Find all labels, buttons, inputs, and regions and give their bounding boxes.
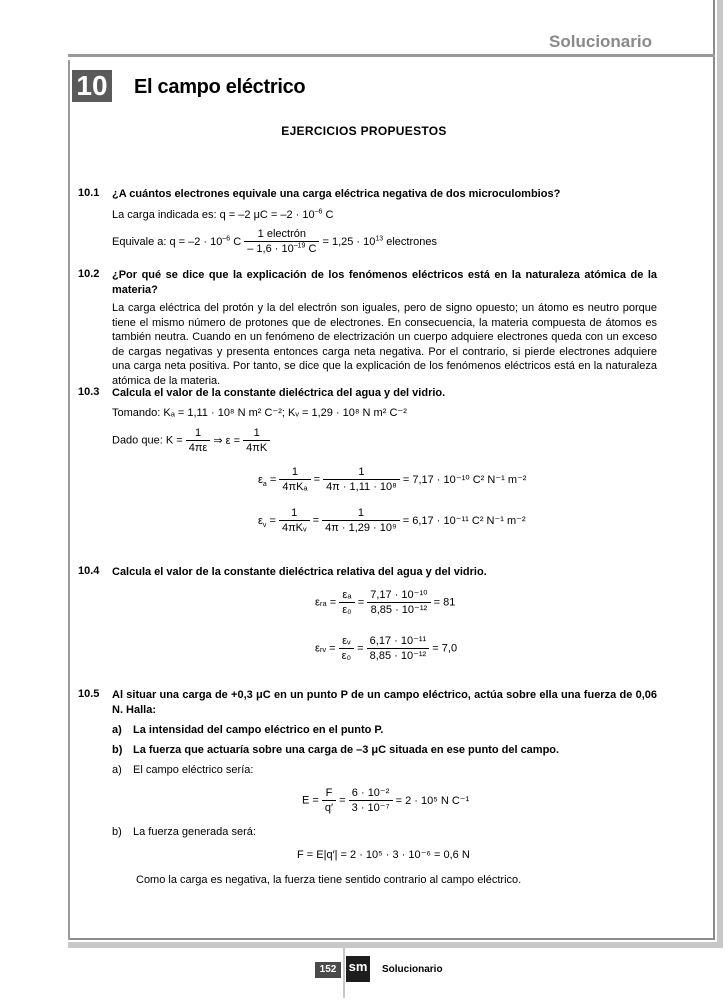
answer-b-label: b) bbox=[112, 826, 122, 838]
answer-a-label: a) bbox=[112, 764, 122, 776]
equivalence-equation: Equivale a: $q = -2 \cdot 10^{-6}$ C $\frac{\text{1 electrón}}{- 1,6 \cdot 10^{-19} C}$ = $1,25 \cdot 10^{13}$ electrones bbox=[112, 228, 437, 255]
note-text: Como la carga es negativa, la fuerza tiene sentido contrario al campo eléctrico. bbox=[136, 874, 522, 886]
header-rule bbox=[68, 54, 715, 57]
answer-a-text: El campo eléctrico sería: bbox=[133, 764, 254, 776]
field-equation: E = $\frac{F}{q'}$ = $\frac{\text{6 · 10⁻²}}{\text{3 · 10⁻⁷}}$ = 2 · 10⁵ N C⁻¹ bbox=[302, 787, 470, 814]
answer-text: La carga eléctrica del protón y la del electrón son iguales, pero de signo opuesto; un átomo es neutro porque tiene el mismo número de protones que de electrones. En consecuencia, la materia compuesta de átomos es también neutra. Cuando en un fenómeno de electrización un cuerpo adquiere electrones queda con un exceso de cargas negativas y presenta entonces carga neta negativa. Por el contrario, si pierde electrones adquiere una carga neta positiva. Por tanto, se dice que la explicación de los fenómenos eléctricos está en la naturaleza atómica de la materia. bbox=[112, 302, 657, 387]
force-equation: F = E|q′| = 2 · 10⁵ · 3 · 10⁻⁶ = 0,6 N bbox=[297, 849, 470, 861]
part-b-text: La fuerza que actuaría sobre una carga de –3 μC situada en ese punto del campo. bbox=[133, 744, 560, 756]
part-a-text: La intensidad del campo eléctrico en el punto P. bbox=[133, 724, 384, 736]
relative-glass-equation: εᵣᵥ = $\frac{\text{εᵥ}}{\text{ε₀}}$ = $\frac{\text{6,17 · 10⁻¹¹}}{\text{8,85 · 10⁻¹²}}$ = 7,0 bbox=[315, 635, 458, 662]
question-text: ¿A cuántos electrones equivale una carga eléctrica negativa de dos microculombios? bbox=[112, 188, 561, 200]
part-a-label: a) bbox=[112, 724, 122, 736]
question-number: 10.4 bbox=[78, 565, 100, 577]
answer-b-text: La fuerza generada será: bbox=[133, 826, 256, 838]
relative-water-equation: εᵣₐ = $\frac{\text{εₐ}}{\text{ε₀}}$ = $\frac{\text{7,17 · 10⁻¹⁰}}{\text{8,85 · 10⁻¹²}}$ = 81 bbox=[315, 589, 456, 616]
page-number: 152 bbox=[315, 962, 341, 978]
page-frame-left bbox=[68, 60, 70, 940]
question-number: 10.3 bbox=[78, 386, 100, 398]
chapter-number: 10 bbox=[72, 70, 112, 102]
question-text: Calcula el valor de la constante dieléctrica relativa del agua y del vidrio. bbox=[112, 566, 487, 578]
given-line: La carga indicada es: q = –2 $\mu C = -2 \cdot 10^{-6}$ C bbox=[112, 208, 334, 221]
question-text: Calcula el valor de la constante dieléctrica del agua y del vidrio. bbox=[112, 387, 446, 399]
question-number: 10.1 bbox=[78, 187, 100, 199]
footer-label: Solucionario bbox=[382, 964, 443, 975]
question-text: ¿Por qué se dice que la explicación de los fenómenos eléctricos está en la naturaleza atómica de la materia? bbox=[112, 269, 657, 296]
section-title: EJERCICIOS PROPUESTOS bbox=[281, 124, 447, 138]
epsilon-water-equation: $\varepsilon_a$ = $\frac{1}{\text{4πKₐ}}$ = $\frac{1}{\text{4π · 1,11 · 10⁸}}$ = 7,17 · 10⁻¹⁰ C² N⁻¹ m⁻² bbox=[258, 466, 527, 493]
given-line: Tomando: Kₐ = 1,11 · 10⁸ N m² C⁻²; Kᵥ = 1,29 · 10⁸ N m² C⁻² bbox=[112, 407, 407, 419]
chapter-title: El campo eléctrico bbox=[134, 76, 306, 98]
question-number: 10.5 bbox=[78, 688, 100, 700]
question-number: 10.2 bbox=[78, 268, 100, 280]
dado-equation: Dado que: K = $\frac{1}{4\pi\varepsilon}$ ⇒ ε = $\frac{1}{4\pi K}$ bbox=[112, 426, 270, 455]
question-text: Al situar una carga de +0,3 μC en un punto P de un campo eléctrico, actúa sobre ella una fuerza de 0,06 N. Halla: bbox=[112, 689, 657, 716]
header-label: Solucionario bbox=[549, 32, 652, 51]
part-b-label: b) bbox=[112, 744, 123, 756]
epsilon-glass-equation: $\varepsilon_v$ = $\frac{1}{\text{4πKᵥ}}$ = $\frac{1}{\text{4π · 1,29 · 10⁹}}$ = 6,17 · 10⁻¹¹ C² N⁻¹ m⁻² bbox=[258, 507, 526, 534]
publisher-logo: sm bbox=[346, 956, 370, 982]
footer-divider bbox=[343, 948, 345, 998]
